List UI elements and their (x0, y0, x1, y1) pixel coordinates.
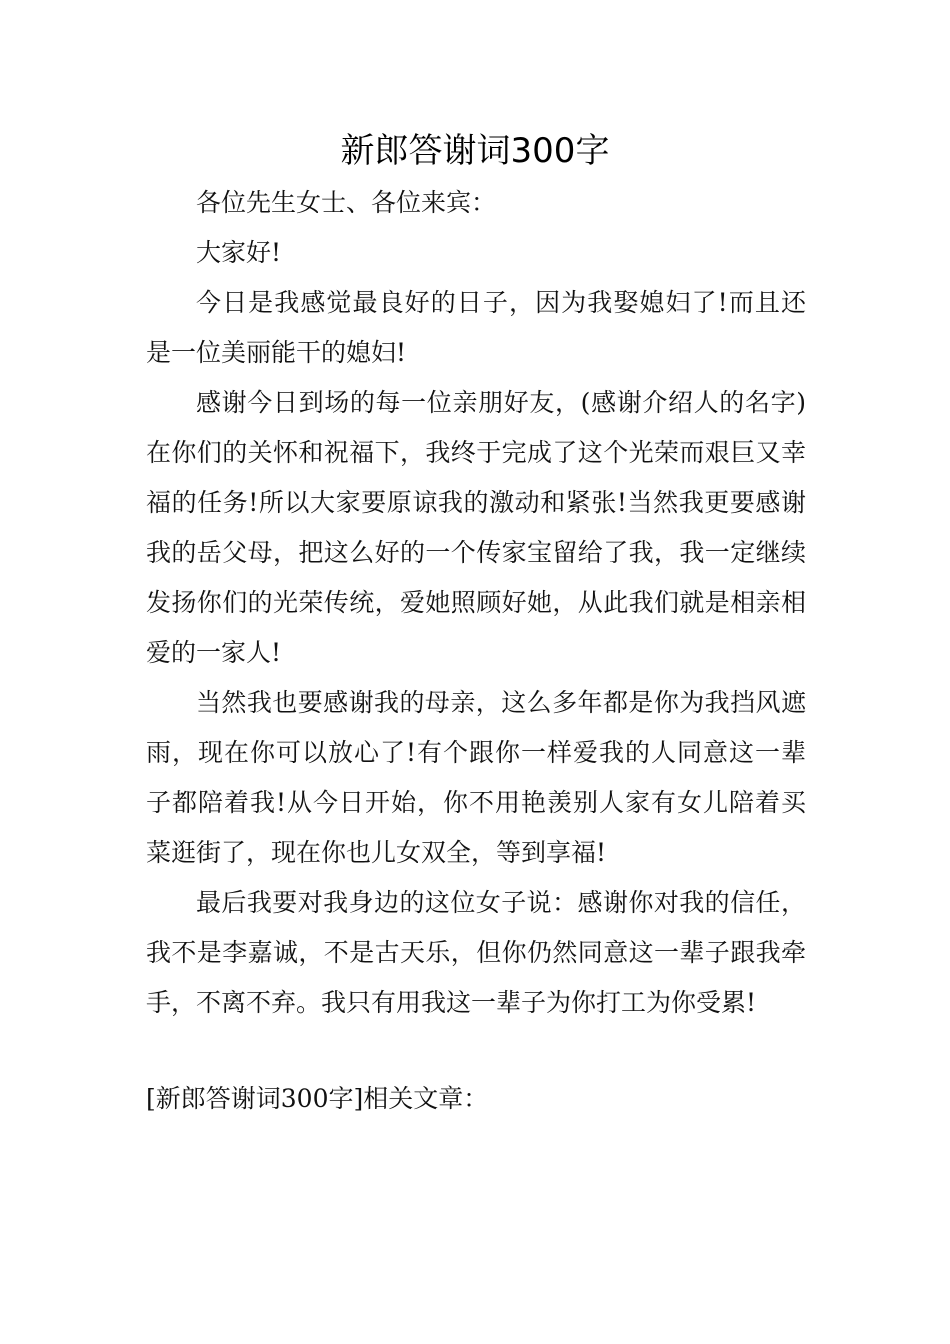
related-articles-heading: [新郎答谢词300字]相关文章： (146, 1084, 489, 1113)
paragraph-hello: 大家好! (196, 238, 282, 267)
paragraph-thanks-mother: 当然我也要感谢我的母亲，这么多年都是你为我挡风遮雨，现在你可以放心了!有个跟你一样爱我的人同意这一辈子都陪着我!从今日开始，你不用艳羡别人家有女儿陪着买菜逛街了，现在你也儿女双全，等到享福! (146, 688, 806, 867)
paragraph-thanks-friends: 感谢今日到场的每一位亲朋好友，(感谢介绍人的名字)在你们的关怀和祝福下，我终于完成了这个光荣而艰巨又幸福的任务!所以大家要原谅我的激动和紧张!当然我更要感谢我的岳父母，把这么好的一个传家宝留给了我，我一定继续发扬你们的光荣传统，爱她照顾好她，从此我们就是相亲相爱的一家人! (146, 388, 806, 667)
paragraph-greeting: 各位先生女士、各位来宾： (196, 188, 497, 217)
paragraph-happy-day: 今日是我感觉最良好的日子，因为我娶媳妇了!而且还是一位美丽能干的媳妇! (146, 288, 806, 367)
document-body (146, 178, 806, 1028)
paragraph-to-bride: 最后我要对我身边的这位女子说：感谢你对我的信任，我不是李嘉诚，不是古天乐，但你仍然同意这一辈子跟我牵手，不离不弃。我只有用我这一辈子为你打工为你受累! (146, 888, 806, 1017)
document-title: 新郎答谢词300字 (340, 131, 610, 171)
